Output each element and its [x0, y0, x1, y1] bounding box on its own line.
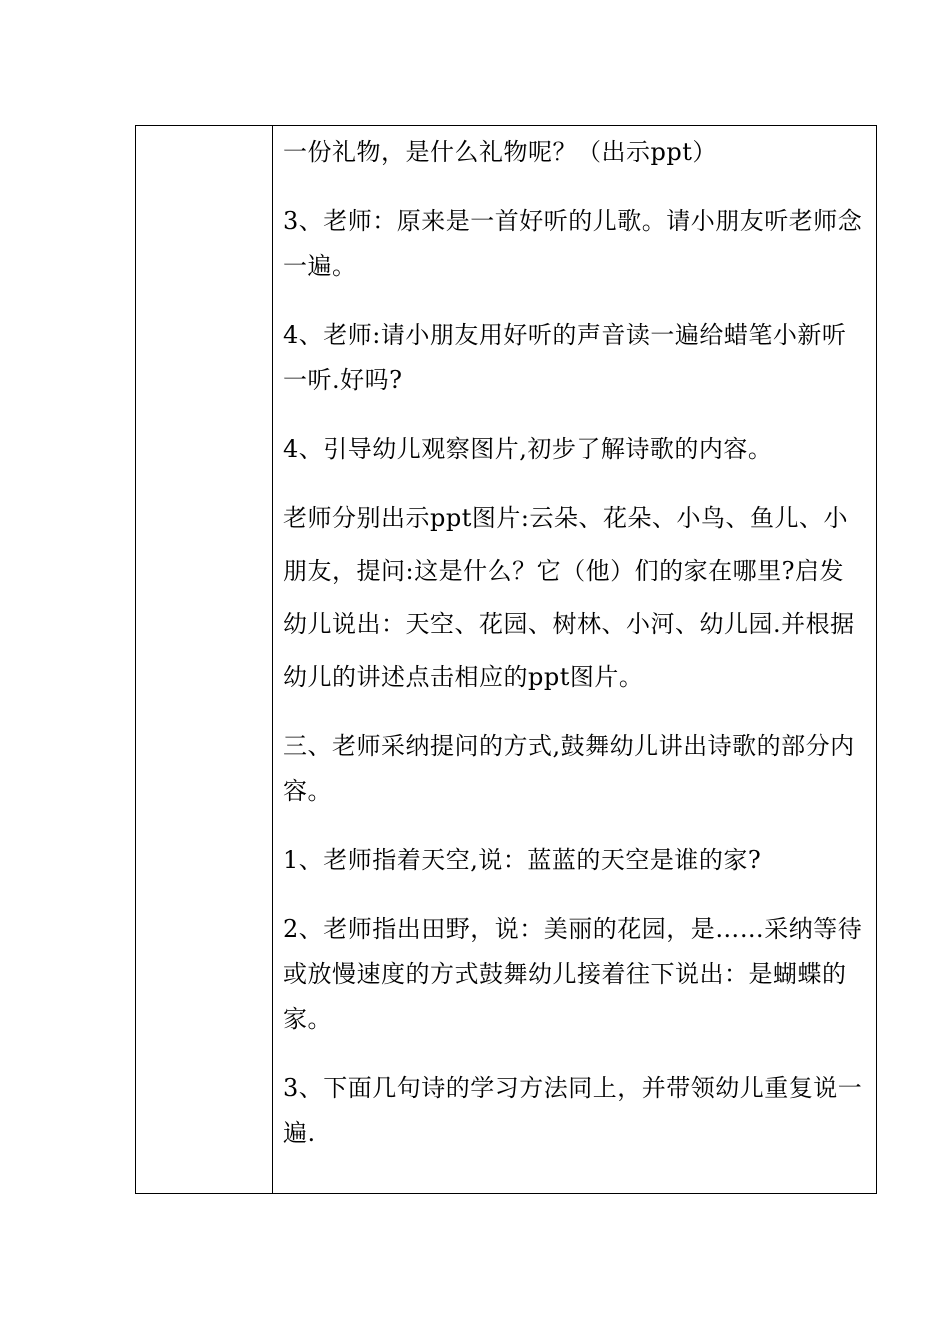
paragraph-step-1-sky: 1、老师指着天空,说：蓝蓝的天空是谁的家?	[283, 846, 762, 874]
lesson-table	[135, 125, 877, 1194]
paragraph-step-4-read: 4、老师:请小朋友用好听的声音读一遍给蜡笔小新听一听.好吗?	[283, 321, 847, 394]
paragraph-show-pictures: 老师分别出示ppt图片:云朵、花朵、小鸟、鱼儿、小朋友，提问:这是什么？它（他）们的家在哪里?启发幼儿说出：天空、花园、树林、小河、幼儿园.并根据幼儿的讲述点击相应的ppt图片。	[283, 504, 855, 691]
paragraph-gift: 一份礼物，是什么礼物呢？（出示ppt）	[283, 138, 717, 166]
paragraph-section-three: 三、老师采纳提问的方式,鼓舞幼儿讲出诗歌的部分内容。	[283, 732, 855, 805]
paragraph-step-4-observe: 4、引导幼儿观察图片,初步了解诗歌的内容。	[283, 435, 773, 463]
paragraph-step-3-recite: 3、老师：原来是一首好听的儿歌。请小朋友听老师念一遍。	[283, 207, 863, 280]
content-cell	[273, 126, 876, 1193]
paragraph-step-2-field: 2、老师指出田野，说：美丽的花园，是……采纳等待或放慢速度的方式鼓舞幼儿接着往下说出：是蝴蝶的家。	[283, 915, 863, 1033]
paragraph-step-3-repeat: 3、下面几句诗的学习方法同上，并带领幼儿重复说一遍.	[283, 1074, 863, 1147]
left-column-cell	[136, 126, 273, 1193]
